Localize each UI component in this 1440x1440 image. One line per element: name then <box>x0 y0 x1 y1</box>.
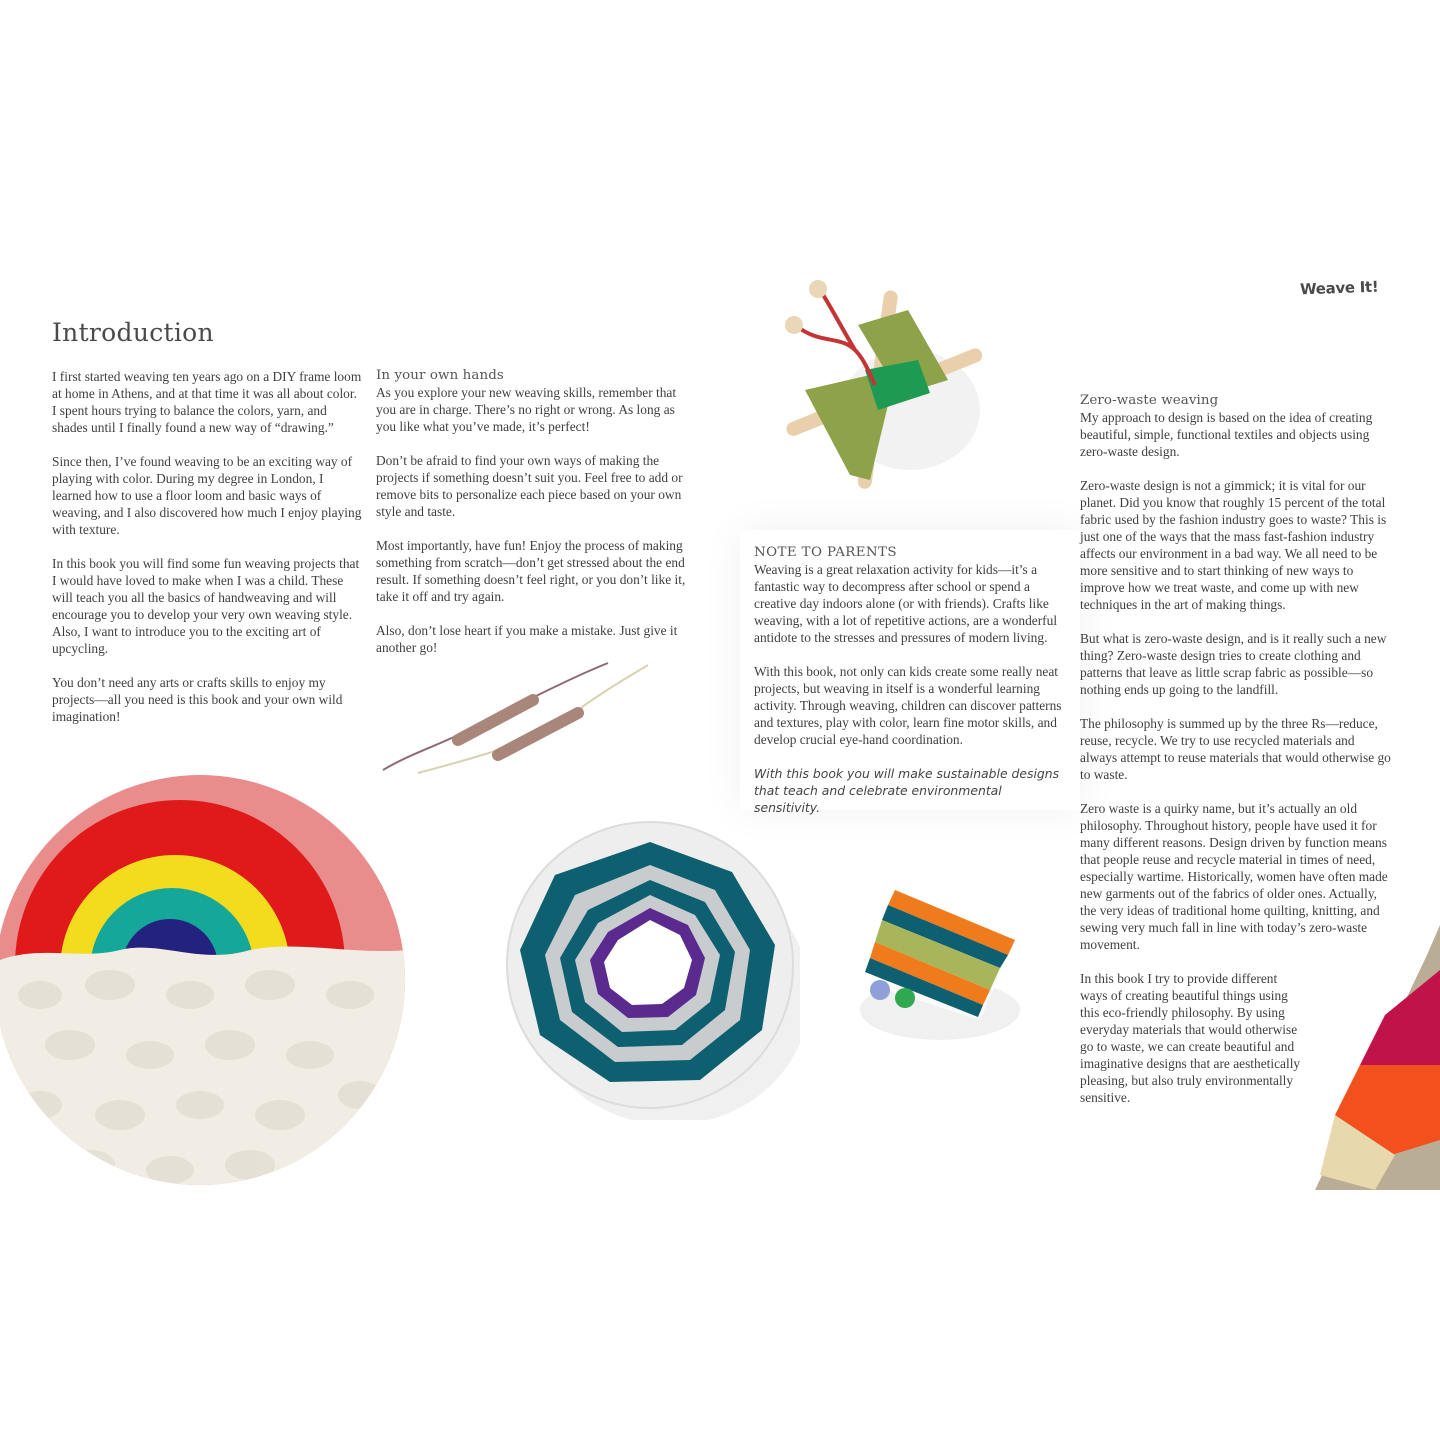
note-paragraph: Weaving is a great relaxation activity for kids—it’s a fantastic way to decompress after school or spend a creative day indoors alone (or with friends). Crafts like weaving, with a lot of repetitive actions, are a wonderful antidote to the stresses and pressures of modern living. <box>754 562 1058 645</box>
yarn-bobbin-photo <box>770 275 1010 505</box>
zero-waste-paragraph: Zero-waste design is not a gimmick; it is vital for our planet. Did you know that roughly 15 percent of the total fabric used by the fashion industry goes to waste? This is just one of the ways that the mass fast-fashion industry affects our environment in a bad way. We all need to be more sensitive and to start thinking of new ways to improve how we treat waste, and come up with new techniques in the art of making things. <box>1080 478 1387 612</box>
paper-plate-bowl-photo <box>500 820 800 1120</box>
note-italic-callout: With this book you will make sustainable designs that teach and celebrate environmental sensitivity. <box>754 766 1060 815</box>
own-hands-paragraph: Also, don’t lose heart if you make a mistake. Just give it another go! <box>376 623 678 655</box>
zero-waste-paragraph: Zero waste is a quirky name, but it’s actually an old philosophy. Throughout history, people have used it for many different reasons. Design driven by function means that people reuse and recycle material in times of need, especially wartime. Historically, women have often made new garments out of the fabrics of older ones. Actually, the very ideas of traditional home quilting, knitting, and sewing very much fall in line with today’s zero-waste movement. <box>1080 801 1388 952</box>
yarn-cup-photo <box>840 880 1030 1050</box>
own-hands-column <box>376 367 686 673</box>
own-hands-paragraph: Don’t be afraid to find your own ways of making the projects if something doesn’t suit you. Feel free to add or remove bits to personalize each piece based on your own style and taste. <box>376 453 683 519</box>
own-hands-paragraph: As you explore your new weaving skills, remember that you are in charge. There’s no right or wrong. As long as you like what you’ve made, it’s perfect! <box>376 385 677 434</box>
own-hands-heading: In your own hands <box>376 368 504 383</box>
note-to-parents-column <box>754 544 1064 833</box>
rainbow-weaving-photo <box>0 755 410 1190</box>
zero-waste-paragraph: In this book I try to provide different ways of creating beautiful things using this eco-friendly philosophy. By using everyday materials that would otherwise go to waste, we can create beautiful and imaginative designs that are aesthetically pleasing, but also truly environmentally sensitive. <box>1080 971 1301 1105</box>
note-paragraph: With this book, not only can kids create some really neat projects, but weaving in itself is a wonderful learning activity. Through weaving, children can discover patterns and textures, play with color, learn fine motor skills, and develop crucial eye-hand coordination. <box>754 664 1062 747</box>
own-hands-paragraph: Most importantly, have fun! Enjoy the process of making something from scratch—don’t get stressed about the end result. If something doesn’t feel right, or you don’t like it, take it off and try again. <box>376 538 686 604</box>
twine-sticks-photo <box>378 655 658 780</box>
intro-paragraph: I first started weaving ten years ago on a DIY frame loom at home in Athens, and at that time it was all about color. I spent hours trying to balance the colors, yarn, and shades until I finally found a new way of “drawing.” <box>52 369 362 435</box>
zero-waste-paragraph: My approach to design is based on the idea of creating beautiful, simple, functional textiles and objects using zero-waste design. <box>1080 410 1373 459</box>
intro-paragraph: You don’t need any arts or crafts skills to enjoy my projects—all you need is this book and your own wild imagination! <box>52 675 343 724</box>
running-head: Weave It! <box>1299 277 1379 299</box>
intro-paragraph: Since then, I’ve found weaving to be an exciting way of playing with color. During my degree in London, I learned how to use a floor loom and basic ways of weaving, and I also discovered how much I enjoy playing with texture. <box>52 454 362 537</box>
intro-paragraph: In this book you will find some fun weaving projects that I would have loved to make when I was a child. These will teach you all the basics of handweaving and will encourage you to develop your very own weaving style. Also, I want to introduce you to the exciting art of upcycling. <box>52 556 360 656</box>
stick-weaving-photo <box>1315 925 1440 1190</box>
zero-waste-paragraph: The philosophy is summed up by the three Rs—reduce, reuse, recycle. We try to use recycled materials and always attempt to reuse materials that would otherwise go to waste. <box>1080 716 1391 782</box>
intro-column <box>52 368 364 742</box>
zero-waste-paragraph: But what is zero-waste design, and is it really such a new thing? Zero-waste design tries to create clothing and patterns that leave as little scrap fabric as possible—so nothing ends up going to the landfill. <box>1080 631 1387 697</box>
page-title: Introduction <box>52 318 214 347</box>
zero-waste-heading: Zero-waste weaving <box>1080 393 1219 408</box>
note-heading: NOTE TO PARENTS <box>754 545 897 560</box>
